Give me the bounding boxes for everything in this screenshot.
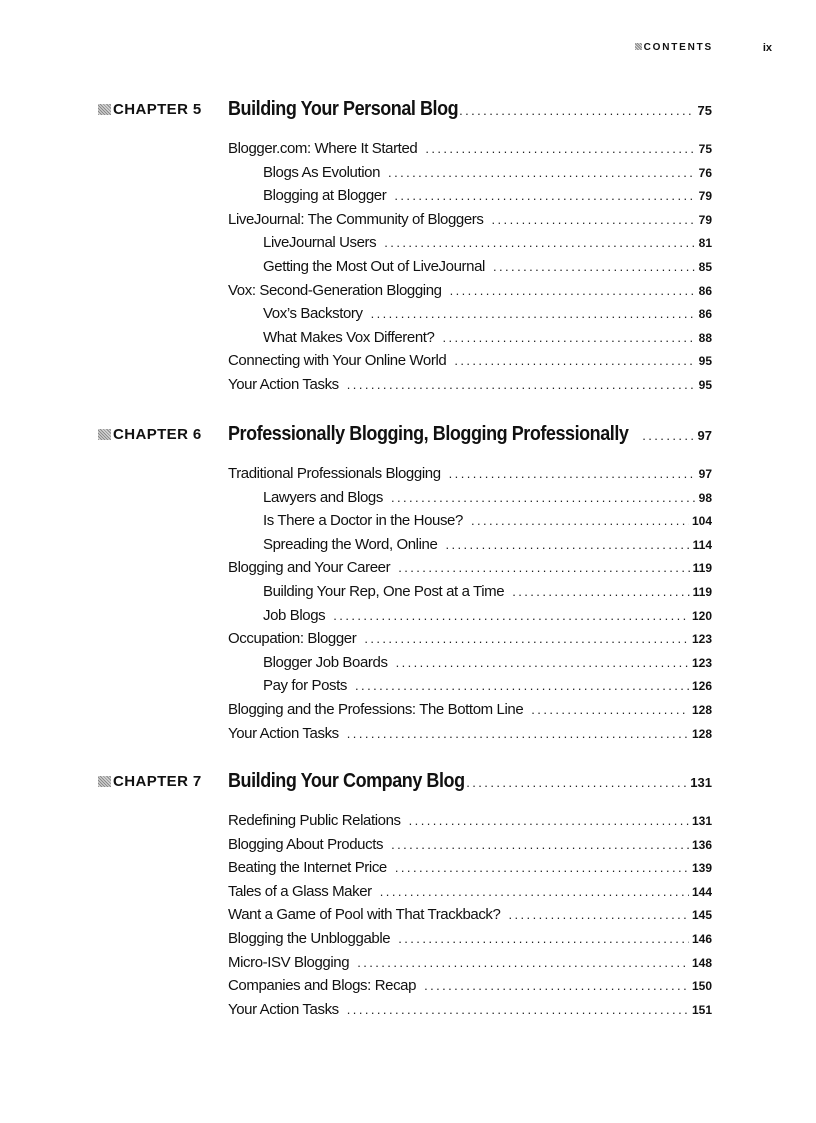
chapter-label-text: CHAPTER 5 bbox=[113, 101, 202, 118]
entry-page-number: 88 bbox=[698, 330, 712, 345]
entry-page-number: 79 bbox=[698, 212, 712, 227]
dot-leader bbox=[493, 255, 696, 279]
dot-leader bbox=[454, 349, 695, 373]
toc-entry[interactable] bbox=[228, 809, 712, 833]
dot-leader bbox=[380, 880, 689, 904]
entry-title: Blogging at Blogger bbox=[263, 187, 387, 205]
entry-title: Vox’s Backstory bbox=[263, 305, 363, 323]
chapter-marker-icon bbox=[98, 104, 111, 115]
entry-title: Blogging the Unbloggable bbox=[228, 929, 391, 947]
dot-leader bbox=[531, 698, 689, 722]
entry-title: Blogging and the Professions: The Bottom Line bbox=[228, 700, 524, 718]
entry-page-number: 128 bbox=[691, 726, 712, 741]
entry-title: LiveJournal: The Community of Bloggers bbox=[228, 210, 484, 228]
chapter-page-number: 75 bbox=[697, 103, 712, 118]
entry-title: Blogging About Products bbox=[228, 835, 384, 853]
entry-title: Redefining Public Relations bbox=[228, 812, 401, 829]
toc-subentry[interactable] bbox=[228, 509, 712, 533]
toc-entry[interactable] bbox=[228, 279, 712, 303]
entry-page-number: 151 bbox=[691, 1002, 712, 1017]
entry-title: Spreading the Word, Online bbox=[263, 535, 438, 553]
dot-leader bbox=[391, 486, 696, 510]
toc-entry[interactable] bbox=[228, 722, 712, 746]
toc-entry[interactable] bbox=[228, 833, 712, 857]
entry-title: Occupation: Blogger bbox=[228, 630, 357, 648]
dot-leader bbox=[391, 833, 689, 857]
entry-page-number: 120 bbox=[691, 608, 712, 623]
toc-entry[interactable] bbox=[228, 880, 712, 904]
entry-title: Vox: Second-Generation Blogging bbox=[228, 281, 442, 299]
dot-leader bbox=[512, 580, 689, 604]
entry-page-number: 145 bbox=[691, 908, 712, 923]
dot-leader bbox=[409, 809, 689, 833]
toc-entry[interactable] bbox=[228, 951, 712, 975]
entry-page-number: 139 bbox=[691, 861, 712, 876]
dot-leader bbox=[445, 533, 689, 557]
toc-subentry[interactable] bbox=[228, 302, 712, 326]
dot-leader bbox=[371, 302, 696, 326]
toc-entry[interactable] bbox=[228, 137, 712, 161]
dot-leader bbox=[442, 326, 695, 350]
toc-subentry[interactable] bbox=[228, 231, 712, 255]
dot-leader bbox=[388, 161, 696, 185]
dot-leader bbox=[508, 903, 689, 927]
toc-subentry[interactable] bbox=[228, 326, 712, 350]
entry-page-number: 85 bbox=[698, 259, 712, 274]
entry-title: Job Blogs bbox=[263, 606, 326, 624]
entry-page-number: 86 bbox=[698, 283, 712, 298]
entry-title: Want a Game of Pool with That Trackback? bbox=[228, 906, 501, 924]
chapter-page-number: 131 bbox=[690, 775, 712, 790]
entry-title: Your Action Tasks bbox=[228, 1000, 339, 1018]
entry-page-number: 144 bbox=[691, 884, 712, 899]
entry-page-number: 104 bbox=[691, 514, 712, 529]
entry-title: Blogger Job Boards bbox=[263, 653, 388, 671]
toc-subentry[interactable] bbox=[228, 580, 712, 604]
chapter-label-text: CHAPTER 7 bbox=[113, 773, 202, 790]
dot-leader bbox=[394, 184, 695, 208]
entry-page-number: 97 bbox=[698, 467, 712, 481]
chapter-entry-list bbox=[228, 462, 712, 745]
entry-page-number: 114 bbox=[692, 537, 712, 552]
toc-subentry[interactable] bbox=[228, 533, 712, 557]
toc-entry[interactable] bbox=[228, 462, 712, 486]
chapter-title-row[interactable] bbox=[228, 423, 712, 446]
chapter-title: Building Your Personal Blog bbox=[228, 98, 459, 120]
section-marker-icon bbox=[635, 43, 642, 50]
entry-title: LiveJournal Users bbox=[263, 234, 377, 252]
dot-leader bbox=[347, 722, 689, 746]
dot-leader bbox=[396, 651, 689, 675]
entry-page-number: 126 bbox=[691, 679, 712, 694]
entry-title: Your Action Tasks bbox=[228, 724, 339, 742]
toc-entry[interactable] bbox=[228, 856, 712, 880]
toc-entry[interactable] bbox=[228, 373, 712, 397]
entry-page-number: 136 bbox=[691, 837, 712, 852]
toc-entry[interactable] bbox=[228, 349, 712, 373]
chapter-marker-icon bbox=[98, 776, 111, 787]
entry-page-number: 123 bbox=[691, 632, 712, 647]
dot-leader bbox=[355, 674, 689, 698]
dot-leader bbox=[333, 604, 689, 628]
entry-page-number: 75 bbox=[698, 142, 712, 156]
entry-title: Tales of a Glass Maker bbox=[228, 882, 372, 900]
entry-page-number: 119 bbox=[692, 584, 712, 599]
chapter-title-row[interactable] bbox=[228, 770, 712, 793]
entry-page-number: 150 bbox=[691, 979, 712, 994]
entry-page-number: 81 bbox=[698, 236, 712, 251]
entry-page-number: 95 bbox=[698, 377, 712, 392]
toc-entry[interactable] bbox=[228, 556, 712, 580]
chapter-title-row[interactable] bbox=[228, 98, 712, 121]
dot-leader bbox=[398, 927, 689, 951]
toc-subentry[interactable] bbox=[228, 184, 712, 208]
entry-title: Your Action Tasks bbox=[228, 375, 339, 393]
toc-entry[interactable] bbox=[228, 903, 712, 927]
chapter-page-number: 97 bbox=[697, 428, 712, 443]
dot-leader bbox=[384, 231, 695, 255]
dot-leader bbox=[449, 462, 696, 486]
toc-entry[interactable] bbox=[228, 974, 712, 998]
entry-page-number: 148 bbox=[691, 955, 712, 970]
toc-subentry[interactable] bbox=[228, 651, 712, 675]
running-head bbox=[0, 42, 816, 58]
entry-page-number: 98 bbox=[698, 490, 712, 505]
dot-leader bbox=[425, 137, 695, 161]
entry-title: Lawyers and Blogs bbox=[263, 488, 383, 506]
toc-entry[interactable] bbox=[228, 627, 712, 651]
entry-title: Beating the Internet Price bbox=[228, 859, 387, 877]
entry-title: Companies and Blogs: Recap bbox=[228, 977, 417, 995]
dot-leader bbox=[492, 208, 696, 232]
entry-title: Blogger.com: Where It Started bbox=[228, 140, 418, 157]
chapter-label bbox=[98, 101, 202, 118]
running-head-label bbox=[635, 42, 713, 53]
dot-leader bbox=[347, 998, 689, 1022]
entry-page-number: 123 bbox=[691, 655, 712, 670]
entry-title: Building Your Rep, One Post at a Time bbox=[263, 582, 505, 600]
chapter-entry-list bbox=[228, 809, 712, 1021]
entry-title: Getting the Most Out of LiveJournal bbox=[263, 257, 485, 275]
dot-leader bbox=[453, 103, 694, 118]
entry-title: Blogs As Evolution bbox=[263, 163, 381, 181]
toc-subentry[interactable] bbox=[228, 161, 712, 185]
dot-leader bbox=[450, 279, 696, 303]
entry-page-number: 146 bbox=[691, 931, 712, 946]
entry-title: Traditional Professionals Blogging bbox=[228, 465, 441, 482]
toc-entry[interactable] bbox=[228, 927, 712, 951]
dot-leader bbox=[642, 428, 694, 443]
entry-page-number: 119 bbox=[692, 561, 712, 576]
entry-title: Connecting with Your Online World bbox=[228, 352, 447, 370]
entry-page-number: 79 bbox=[698, 189, 712, 204]
chapter-title: Professionally Blogging, Blogging Professionally bbox=[228, 423, 629, 445]
toc-entry[interactable] bbox=[228, 698, 712, 722]
entry-page-number: 131 bbox=[691, 814, 712, 828]
entry-title: Blogging and Your Career bbox=[228, 559, 391, 577]
dot-leader bbox=[395, 856, 689, 880]
toc-entry[interactable] bbox=[228, 998, 712, 1022]
entry-page-number: 128 bbox=[691, 702, 712, 717]
dot-leader bbox=[424, 974, 689, 998]
entry-page-number: 95 bbox=[698, 354, 712, 369]
dot-leader bbox=[364, 627, 689, 651]
chapter-entry-list bbox=[228, 137, 712, 397]
entry-title: Is There a Doctor in the House? bbox=[263, 512, 463, 530]
toc-entry[interactable] bbox=[228, 208, 712, 232]
entry-title: What Makes Vox Different? bbox=[263, 328, 435, 346]
entry-title: Pay for Posts bbox=[263, 677, 348, 695]
folio-page-number: ix bbox=[762, 42, 772, 54]
dot-leader bbox=[460, 775, 687, 790]
chapter-label-text: CHAPTER 6 bbox=[113, 426, 202, 443]
toc-subentry[interactable] bbox=[228, 604, 712, 628]
entry-page-number: 76 bbox=[698, 165, 712, 180]
entry-page-number: 86 bbox=[698, 307, 712, 322]
running-head-text: CONTENTS bbox=[643, 42, 713, 53]
toc-subentry[interactable] bbox=[228, 255, 712, 279]
chapter-marker-icon bbox=[98, 429, 111, 440]
dot-leader bbox=[347, 373, 696, 397]
dot-leader bbox=[398, 556, 689, 580]
chapter-label bbox=[98, 773, 202, 790]
entry-title: Micro-ISV Blogging bbox=[228, 953, 350, 971]
dot-leader bbox=[471, 509, 689, 533]
toc-subentry[interactable] bbox=[228, 674, 712, 698]
dot-leader bbox=[357, 951, 689, 975]
toc-subentry[interactable] bbox=[228, 486, 712, 510]
chapter-label bbox=[98, 426, 202, 443]
chapter-title: Building Your Company Blog bbox=[228, 770, 465, 792]
